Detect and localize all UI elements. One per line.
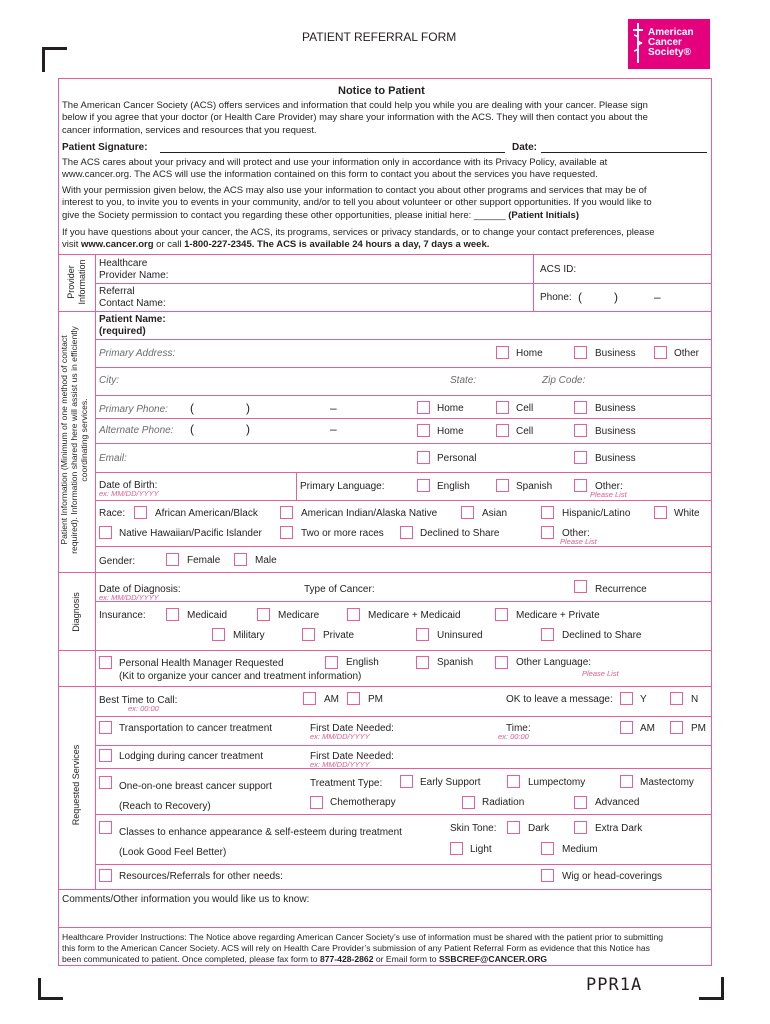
divider	[95, 500, 712, 501]
phm-other-checkbox[interactable]	[495, 656, 508, 669]
option-label: Light	[470, 844, 492, 855]
page-title: PATIENT REFERRAL FORM	[302, 30, 457, 44]
primary-phone-cell-checkbox[interactable]	[496, 401, 509, 414]
patient-name-label: Patient Name: (required)	[99, 314, 166, 337]
provider-instructions: Healthcare Provider Instructions: The Notice above regarding American Cancer Society’s use of information must be shared with the patient prior to submitting this form to the American Cancer Society. ACS will rely on Health Care Provider’s submission of any Patient Referral Form as evidence that this Notice has been communicated to patient. Once completed, please fax form to 877-428-2862 or Email form to SSBCREF@CANCER.ORG	[62, 932, 664, 964]
crop-mark	[42, 47, 67, 50]
signature-date-field[interactable]	[541, 151, 707, 153]
please-list-hint: Please List	[560, 537, 597, 546]
address-label: Primary Address:	[99, 348, 176, 359]
date-hint: ex: MM/DD/YYYY	[310, 732, 370, 741]
classes-checkbox[interactable]	[99, 821, 112, 834]
option-label: Business	[595, 453, 636, 464]
divider	[95, 864, 712, 865]
language-other-checkbox[interactable]	[574, 479, 587, 492]
option-label: PM	[691, 723, 706, 734]
patient-initials-field[interactable]: ______	[473, 209, 506, 221]
option-label: Business	[595, 403, 636, 414]
notice-paragraph-3: With your permission given below, the ACS may also use your information to contact you about other programs and services that may be of interest to you, to invite you to events in your community, and/or to tell you about volunteer or other support opportunities. If you would like to give the Society permission to contact you regarding these other opportunities, please initial here: ______ (Patient Initials)	[62, 185, 652, 221]
paren: )	[614, 290, 618, 304]
breast-support-label: One-on-one breast cancer support (Reach to Recovery)	[119, 781, 272, 812]
option-label: Other:	[562, 528, 590, 539]
option-label: AM	[640, 723, 655, 734]
skin-dark-checkbox[interactable]	[507, 821, 520, 834]
acs-website-link[interactable]: www.cancer.org	[81, 239, 154, 251]
gender-female-checkbox[interactable]	[166, 553, 179, 566]
divider	[95, 254, 96, 573]
language-english-checkbox[interactable]	[417, 479, 430, 492]
option-label: Male	[255, 555, 277, 566]
please-list-hint: Please List	[590, 490, 627, 499]
option-label: Medium	[562, 844, 598, 855]
divider	[95, 339, 712, 340]
address-business-checkbox[interactable]	[574, 346, 587, 359]
option-label: Uninsured	[437, 630, 483, 641]
date-label: Date:	[512, 142, 538, 153]
phm-checkbox[interactable]	[99, 656, 112, 669]
divider	[95, 418, 712, 419]
ok-message-no-checkbox[interactable]	[670, 692, 683, 705]
divider	[58, 311, 712, 312]
option-label: Dark	[528, 823, 550, 834]
transport-pm-checkbox[interactable]	[670, 721, 683, 734]
option-label: Asian	[482, 508, 508, 519]
paren: (	[190, 401, 194, 415]
option-label: Spanish	[516, 481, 553, 492]
insurance-medicaid-checkbox[interactable]	[166, 608, 179, 621]
divider	[58, 650, 712, 651]
alt-phone-cell-checkbox[interactable]	[496, 424, 509, 437]
option-label: N	[691, 694, 699, 705]
treatment-early-checkbox[interactable]	[400, 775, 413, 788]
dash: –	[330, 422, 337, 436]
option-label: Radiation	[482, 797, 525, 808]
race-other-checkbox[interactable]	[541, 526, 554, 539]
option-label: Extra Dark	[595, 823, 643, 834]
option-label: Native Hawaiian/Pacific Islander	[119, 528, 262, 539]
gender-male-checkbox[interactable]	[234, 553, 247, 566]
divider	[95, 283, 712, 284]
referral-email[interactable]: SSBCREF@CANCER.ORG	[438, 954, 548, 964]
please-list-hint: Please List	[582, 669, 619, 678]
language-spanish-checkbox[interactable]	[496, 479, 509, 492]
option-label: English	[346, 657, 379, 668]
logo-line2: Cancer	[648, 37, 682, 48]
option-label: Early Support	[420, 777, 481, 788]
date-hint: ex: MM/DD/YYYY	[310, 760, 370, 769]
sword-icon	[630, 21, 646, 67]
divider	[58, 572, 712, 573]
option-label: PM	[368, 694, 383, 705]
option-label: Cell	[516, 426, 534, 437]
race-asian-checkbox[interactable]	[461, 506, 474, 519]
divider	[58, 889, 712, 890]
option-label: Lumpectomy	[528, 777, 586, 788]
treatment-lumpectomy-checkbox[interactable]	[507, 775, 520, 788]
address-home-checkbox[interactable]	[496, 346, 509, 359]
ok-message-label: OK to leave a message:	[506, 694, 613, 705]
insurance-medicare-checkbox[interactable]	[257, 608, 270, 621]
insurance-label: Insurance:	[99, 610, 146, 621]
section-label-patient: Patient Information (Minimum of one method of contact required). Information shared here will assist us in efficiently coordinating services.	[59, 326, 89, 554]
city-label: City:	[99, 375, 119, 386]
alt-phone-business-checkbox[interactable]	[574, 424, 587, 437]
divider	[95, 686, 96, 890]
paren: )	[246, 422, 250, 436]
divider	[95, 472, 712, 473]
option-label: Chemotherapy	[330, 797, 396, 808]
divider	[95, 572, 96, 651]
option-label: Medicare	[278, 610, 320, 621]
first-date-label: First Date Needed:	[310, 723, 394, 734]
lodging-checkbox[interactable]	[99, 749, 112, 762]
option-label: Wig or head-coverings	[562, 871, 663, 882]
service-label: Transportation to cancer treatment	[119, 723, 273, 734]
language-label: Primary Language:	[300, 481, 385, 492]
treatment-mastectomy-checkbox[interactable]	[620, 775, 633, 788]
option-label: Female	[187, 555, 221, 566]
divider	[95, 768, 712, 769]
skin-light-checkbox[interactable]	[450, 842, 463, 855]
state-label: State:	[450, 375, 477, 386]
paren: (	[190, 422, 194, 436]
dod-hint: ex: MM/DD/YYYY	[99, 593, 159, 602]
insurance-mp-checkbox[interactable]	[495, 608, 508, 621]
divider	[58, 254, 712, 255]
provider-phone-label: Phone:	[540, 292, 572, 303]
email-personal-checkbox[interactable]	[417, 451, 430, 464]
option-label: Business	[595, 426, 636, 437]
divider	[95, 650, 96, 687]
race-hispanic-checkbox[interactable]	[541, 506, 554, 519]
skin-extra-dark-checkbox[interactable]	[574, 821, 587, 834]
option-label: Medicare + Private	[516, 610, 600, 621]
notice-paragraph-2: The ACS cares about your privacy and will protect and use your information only in accordance with its Privacy Policy, available at www.cancer.org. The ACS will use the information contained on this form to contact you about the services you have requested.	[62, 157, 608, 181]
option-label: Other:	[595, 481, 623, 492]
skin-medium-checkbox[interactable]	[541, 842, 554, 855]
crop-mark	[42, 47, 45, 72]
option-label: Two or more races	[301, 528, 384, 539]
insurance-military-checkbox[interactable]	[212, 628, 225, 641]
divider	[533, 254, 534, 311]
divider	[95, 601, 712, 602]
section-label-services: Requested Services	[71, 744, 81, 826]
phm-label: Personal Health Manager Requested (Kit to organize your cancer and treatment information)	[119, 658, 362, 682]
zip-label: Zip Code:	[542, 375, 586, 386]
recurrence-checkbox[interactable]	[574, 580, 587, 593]
ok-message-yes-checkbox[interactable]	[620, 692, 633, 705]
paren: )	[246, 401, 250, 415]
option-label: Personal	[437, 453, 477, 464]
cancer-type-label: Type of Cancer:	[304, 584, 375, 595]
phm-spanish-checkbox[interactable]	[416, 656, 429, 669]
section-label-diagnosis: Diagnosis	[71, 592, 81, 632]
best-time-am-checkbox[interactable]	[303, 692, 316, 705]
option-label: Declined to Share	[420, 528, 500, 539]
option-label: Spanish	[437, 657, 474, 668]
time-hint: ex: 00:00	[128, 704, 159, 713]
best-time-label: Best Time to Call:	[99, 695, 178, 706]
option-label: Other	[674, 348, 700, 359]
treatment-type-label: Treatment Type:	[310, 778, 383, 789]
insurance-mm-checkbox[interactable]	[347, 608, 360, 621]
divider	[58, 686, 712, 687]
option-label: Y	[640, 694, 647, 705]
paren: (	[578, 290, 582, 304]
comments-label: Comments/Other information you would like us to know:	[62, 894, 310, 905]
alternate-phone-label: Alternate Phone:	[99, 425, 174, 436]
healthcare-label: Healthcare Provider Name:	[99, 258, 169, 281]
logo-line3: Society®	[648, 47, 691, 58]
dob-label: Date of Birth:	[99, 480, 158, 491]
option-label: American Indian/Alaska Native	[301, 508, 438, 519]
option-label: Cell	[516, 403, 534, 414]
gender-label: Gender:	[99, 556, 136, 567]
option-label: Military	[233, 630, 265, 641]
option-label: Private	[323, 630, 355, 641]
race-aa-checkbox[interactable]	[134, 506, 147, 519]
insurance-decline-checkbox[interactable]	[541, 628, 554, 641]
insurance-uninsured-checkbox[interactable]	[416, 628, 429, 641]
option-label: African American/Black	[155, 508, 258, 519]
option-label: Business	[595, 348, 636, 359]
option-label: Hispanic/Latino	[562, 508, 631, 519]
dob-hint: ex: MM/DD/YYYY	[99, 489, 159, 498]
email-label: Email:	[99, 453, 127, 464]
option-label: Other Language:	[516, 657, 592, 668]
treatment-advanced-checkbox[interactable]	[574, 796, 587, 809]
signature-field[interactable]	[160, 151, 505, 153]
race-two-checkbox[interactable]	[280, 526, 293, 539]
option-label: Mastectomy	[640, 777, 694, 788]
crop-mark	[38, 997, 63, 1000]
divider	[95, 546, 712, 547]
dash: –	[330, 401, 337, 415]
logo-line1: American	[648, 27, 694, 38]
address-other-checkbox[interactable]	[654, 346, 667, 359]
race-label: Race:	[99, 508, 126, 519]
divider	[296, 472, 297, 500]
primary-phone-business-checkbox[interactable]	[574, 401, 587, 414]
transport-checkbox[interactable]	[99, 721, 112, 734]
crop-mark	[699, 997, 724, 1000]
notice-paragraph-4: If you have questions about your cancer, the ACS, its programs, services or privacy standards, or to change your contact preferences, please visit www.cancer.org or call 1-800-227-2345. The ACS is available 24 hours a day, 7 days a week.	[62, 227, 655, 251]
service-label: Lodging during cancer treatment	[119, 751, 263, 762]
fax-number: 877-428-2862	[319, 954, 374, 964]
time-hint: ex: 00:00	[498, 732, 529, 741]
signature-label: Patient Signature:	[62, 142, 148, 153]
race-white-checkbox[interactable]	[654, 506, 667, 519]
classes-label: Classes to enhance appearance & self-esteem during treatment (Look Good Feel Better)	[119, 827, 402, 858]
option-label: Medicare + Medicaid	[368, 610, 461, 621]
notice-heading: Notice to Patient	[338, 85, 425, 97]
referral-label: Referral Contact Name:	[99, 286, 166, 309]
best-time-pm-checkbox[interactable]	[347, 692, 360, 705]
divider	[95, 443, 712, 444]
race-ai-checkbox[interactable]	[280, 506, 293, 519]
skin-tone-label: Skin Tone:	[450, 823, 497, 834]
option-label: Medicaid	[187, 610, 228, 621]
section-label-provider: Provider Information	[66, 259, 87, 305]
phm-english-checkbox[interactable]	[325, 656, 338, 669]
option-label: AM	[324, 694, 339, 705]
treatment-radiation-checkbox[interactable]	[462, 796, 475, 809]
email-business-checkbox[interactable]	[574, 451, 587, 464]
notice-paragraph-1: The American Cancer Society (ACS) offers services and information that could help you while you are dealing with your cancer. Please sign below if you agree that your doctor (or Health Care Provider) may share your information with the ACS. They will then contact you about the cancer information, services and resources that you request.	[62, 100, 648, 136]
insurance-private-checkbox[interactable]	[302, 628, 315, 641]
race-nh-checkbox[interactable]	[99, 526, 112, 539]
primary-phone-home-checkbox[interactable]	[417, 401, 430, 414]
divider	[95, 716, 712, 717]
option-label: Advanced	[595, 797, 640, 808]
option-label: Home	[437, 403, 464, 414]
resources-checkbox[interactable]	[99, 869, 112, 882]
race-decline-checkbox[interactable]	[400, 526, 413, 539]
option-label: Recurrence	[595, 584, 647, 595]
transport-am-checkbox[interactable]	[620, 721, 633, 734]
alt-phone-home-checkbox[interactable]	[417, 424, 430, 437]
wig-checkbox[interactable]	[541, 869, 554, 882]
acs-id-label: ACS ID:	[540, 264, 577, 275]
option-label: Home	[437, 426, 464, 437]
primary-phone-label: Primary Phone:	[99, 404, 168, 415]
option-label: Declined to Share	[562, 630, 642, 641]
breast-support-checkbox[interactable]	[99, 776, 112, 789]
service-label: Resources/Referrals for other needs:	[119, 871, 283, 882]
form-code: PPR1A	[586, 975, 643, 995]
option-label: English	[437, 481, 470, 492]
dod-label: Date of Diagnosis:	[99, 584, 181, 595]
divider	[58, 927, 712, 928]
comments-field[interactable]	[62, 908, 708, 925]
dash: –	[654, 290, 661, 304]
first-date-label: First Date Needed:	[310, 751, 394, 762]
divider	[95, 367, 712, 368]
acs-logo	[628, 19, 710, 69]
option-label: White	[674, 508, 700, 519]
time-label: Time:	[506, 723, 531, 734]
treatment-chemo-checkbox[interactable]	[310, 796, 323, 809]
option-label: Home	[516, 348, 543, 359]
divider	[95, 395, 712, 396]
divider	[95, 745, 712, 746]
